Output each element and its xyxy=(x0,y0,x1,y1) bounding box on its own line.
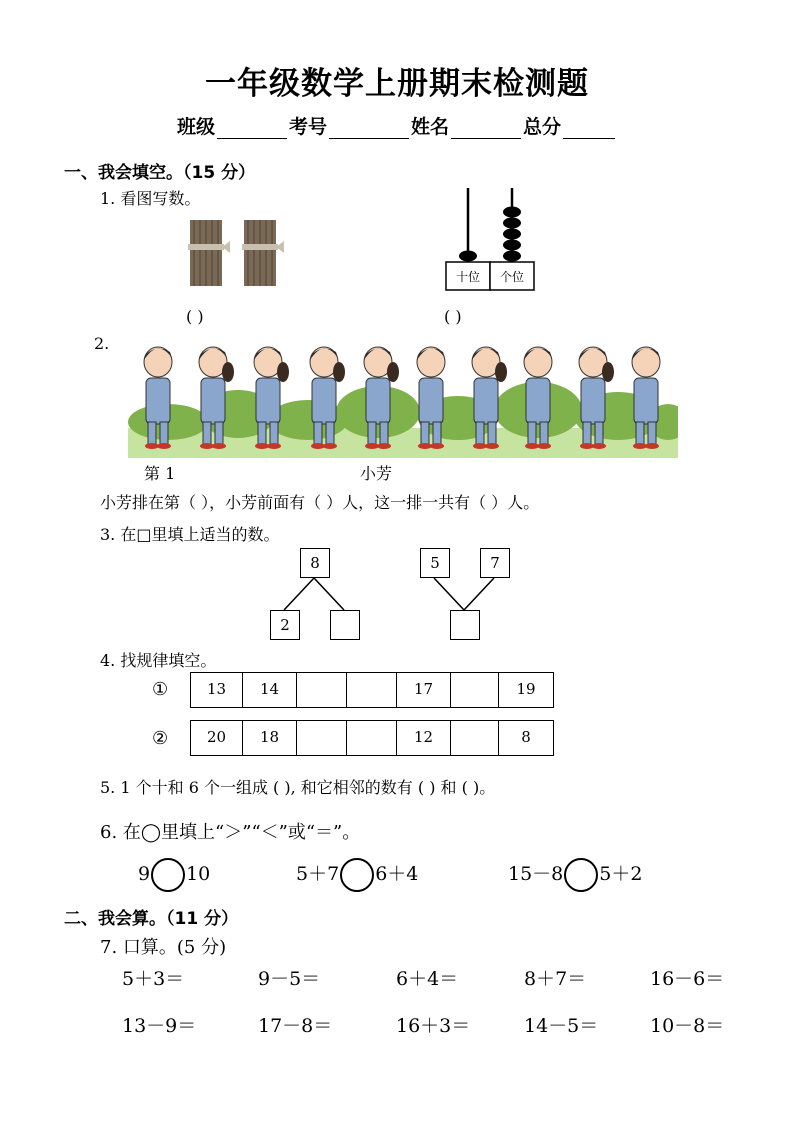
calc-item: 16＋3＝ xyxy=(396,1015,471,1037)
calc-item: 16－6＝ xyxy=(650,968,725,990)
abacus-bead xyxy=(503,229,521,240)
compare-right: 6＋4 xyxy=(375,863,419,885)
tens-beads xyxy=(459,251,477,262)
q5-text: 5. 1 个十和 6 个一组成 ( ), 和它相邻的数有 ( ) 和 ( )。 xyxy=(100,778,496,797)
seq-cell: 17 xyxy=(397,673,451,707)
compare-item xyxy=(296,858,418,892)
abacus-image xyxy=(444,186,540,292)
abacus-bead xyxy=(503,251,521,262)
xiaofang-label: 小芳 xyxy=(360,464,393,483)
compare-item xyxy=(138,858,210,892)
seq-cell-blank[interactable] xyxy=(297,673,347,707)
seq-cell-blank[interactable] xyxy=(451,721,499,755)
score-label: 总分 xyxy=(523,116,562,138)
student-info-line xyxy=(0,112,794,139)
class-blank[interactable] xyxy=(217,118,287,139)
q2-label: 2. xyxy=(94,334,110,353)
bond1-left-box: 2 xyxy=(270,610,300,640)
score-blank[interactable] xyxy=(563,118,615,139)
name-label: 姓名 xyxy=(411,116,450,138)
bond2-bottom-box[interactable] xyxy=(450,610,480,640)
tens-label: 十位 xyxy=(455,270,481,284)
q7-label: 7. 口算。(5 分) xyxy=(100,937,227,958)
seq-cell: 14 xyxy=(243,673,297,707)
class-label: 班级 xyxy=(176,116,215,138)
id-label: 考号 xyxy=(288,116,327,138)
compare-circle[interactable] xyxy=(151,858,185,892)
section-2-heading: 二、我会算。（11 分） xyxy=(64,909,239,929)
q6-label: 6. 在◯里填上“＞”“＜”或“＝”。 xyxy=(100,822,361,843)
section-1-heading: 一、我会填空。（15 分） xyxy=(64,163,256,183)
ones-label: 个位 xyxy=(499,270,525,284)
seq-cell-blank[interactable] xyxy=(297,721,347,755)
q1-label: 1. 看图写数。 xyxy=(100,189,201,208)
q1-answer-blank-2[interactable]: ( ) xyxy=(444,307,462,326)
q4-row1-marker: ① xyxy=(152,679,169,700)
seq-cell: 20 xyxy=(191,721,243,755)
compare-left: 5＋7 xyxy=(296,863,340,885)
id-blank[interactable] xyxy=(329,118,409,139)
calc-item: 14－5＝ xyxy=(524,1015,599,1037)
abacus-bead xyxy=(503,240,521,251)
seq-cell: 13 xyxy=(191,673,243,707)
compare-circle[interactable] xyxy=(340,858,374,892)
abacus-bead xyxy=(459,251,477,262)
seq-cell: 8 xyxy=(521,728,531,746)
seq-cell: 12 xyxy=(397,721,451,755)
seq-cell: 19 xyxy=(516,680,536,698)
abacus-bead xyxy=(503,218,521,229)
bond1-top-box: 8 xyxy=(300,548,330,578)
bond1-right-box[interactable] xyxy=(330,610,360,640)
compare-left: 15－8 xyxy=(508,863,564,885)
calc-item: 13－9＝ xyxy=(122,1015,197,1037)
compare-circle[interactable] xyxy=(564,858,598,892)
stick-bundle xyxy=(242,220,284,286)
stick-bundle xyxy=(188,220,230,286)
calc-item: 8＋7＝ xyxy=(524,968,587,990)
abacus-bead xyxy=(503,207,521,218)
children-line-image xyxy=(128,344,678,458)
compare-right: 10 xyxy=(186,863,211,885)
compare-left: 9 xyxy=(138,863,151,885)
seq-cell-blank[interactable] xyxy=(451,673,499,707)
name-blank[interactable] xyxy=(451,118,521,139)
calc-item: 9－5＝ xyxy=(258,968,321,990)
q3-label: 3. 在□里填上适当的数。 xyxy=(100,525,280,544)
q2-sentence: 小芳排在第（ ），小芳前面有（ ）人，这一排一共有（ ）人。 xyxy=(100,493,540,512)
page-title: 一年级数学上册期末检测题 xyxy=(205,66,589,102)
bond2-left-top-box: 5 xyxy=(420,548,450,578)
q1-answer-blank-1[interactable]: ( ) xyxy=(186,307,204,326)
ones-beads xyxy=(503,207,521,262)
seq-cell: 18 xyxy=(243,721,297,755)
calc-item: 17－8＝ xyxy=(258,1015,333,1037)
calc-item: 5＋3＝ xyxy=(122,968,185,990)
q4-row1-sequence xyxy=(190,672,554,708)
compare-item xyxy=(508,858,642,892)
q4-row2-sequence xyxy=(190,720,554,756)
seq-cell-blank[interactable] xyxy=(347,673,397,707)
stick-bundles-image xyxy=(186,214,286,290)
first-position-label: 第 1 xyxy=(144,464,176,483)
bond2-right-top-box: 7 xyxy=(480,548,510,578)
q4-row2-marker: ② xyxy=(152,728,169,749)
calc-item: 6＋4＝ xyxy=(396,968,459,990)
seq-cell-blank[interactable] xyxy=(347,721,397,755)
calc-item: 10－8＝ xyxy=(650,1015,725,1037)
compare-right: 5＋2 xyxy=(599,863,643,885)
q4-label: 4. 找规律填空。 xyxy=(100,651,217,670)
